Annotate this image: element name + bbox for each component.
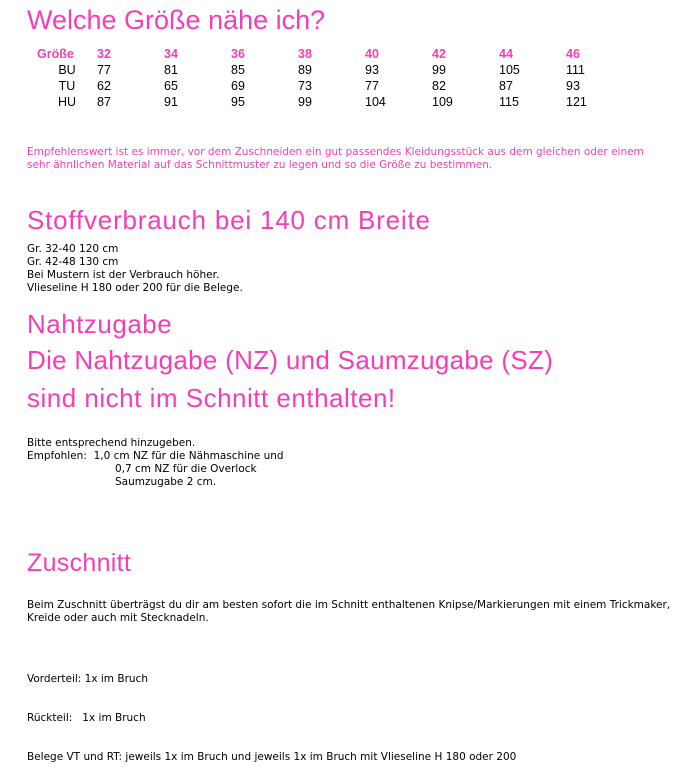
table-cell: 87 [499,79,513,93]
table-cell: 81 [164,63,178,77]
table-cell: 109 [432,95,453,109]
fabric-line: Vlieseline H 180 oder 200 für die Belege. [27,282,243,294]
size-col-header: 36 [231,47,245,61]
size-col-header: 34 [164,47,178,61]
seam-details [27,437,284,489]
seam-recommended-label: Empfohlen: [27,450,87,462]
table-cell: 82 [432,79,446,93]
seam-rec-line: 0,7 cm NZ für die Overlock [115,463,257,475]
cut-part-line: Rückteil: 1x im Bruch [27,712,146,724]
table-cell: 115 [499,95,519,109]
table-cell: 87 [97,95,111,109]
seam-subheading-line1: Die Nahtzugabe (NZ) und Saumzugabe (SZ) [27,345,554,375]
table-cell: 93 [365,63,379,77]
table-cell: 99 [298,95,312,109]
fabric-details [27,243,243,295]
seam-subheading-line2: sind nicht im Schnitt enthalten! [27,383,396,413]
table-cell: 65 [164,79,178,93]
table-cell: 104 [365,95,386,109]
table-cell: 73 [298,79,312,93]
cut-intro: Beim Zuschnitt überträgst du dir am besten sofort die im Schnitt enthaltenen Knipse/Markierungen mit einem Trickmaker, Kreide oder auch mit Stecknadeln. [27,599,671,624]
seam-heading: Nahtzugabe [27,309,173,339]
size-col-header: 46 [566,47,580,61]
table-cell: 99 [432,63,446,77]
table-row [37,62,633,78]
table-cell: 93 [566,79,580,93]
table-cell: 85 [231,63,245,77]
seam-recommendation [27,450,284,463]
size-header-label: Größe [37,47,74,61]
seam-rec-line: 1,0 cm NZ für die Nähmaschine und [93,450,284,462]
table-row [37,78,633,94]
table-cell: 89 [298,63,312,77]
fabric-heading: Stoffverbrauch bei 140 cm Breite [27,205,431,235]
table-cell: 91 [164,95,178,109]
row-label: BU [58,63,76,77]
size-header-row [37,46,633,62]
fabric-line: Bei Mustern ist der Verbrauch höher. [27,269,220,281]
cut-heading: Zuschnitt [27,549,132,577]
table-cell: 77 [365,79,379,93]
fabric-line: Gr. 32-40 120 cm [27,243,119,255]
table-cell: 121 [566,95,587,109]
size-col-header: 38 [298,47,312,61]
table-cell: 111 [566,63,586,77]
size-recommendation: Empfehlenswert ist es immer, vor dem Zuschneiden ein gut passendes Kleidungsstück aus dem gleichen oder einem sehr ähnlichen Material auf das Schnittmuster zu legen und so die Größe zu bestimmen. [27,146,644,171]
size-col-header: 44 [499,47,513,61]
row-label: TU [58,79,76,93]
table-cell: 95 [231,95,245,109]
size-col-header: 32 [97,47,111,61]
row-label: HU [57,95,77,109]
table-cell: 105 [499,63,520,77]
table-cell: 77 [97,63,111,77]
cut-part-line: Belege VT und RT: jeweils 1x im Bruch und jeweils 1x im Bruch mit Vlieseline H 180 oder 200 [27,751,517,763]
table-row [37,94,633,110]
cut-part-line: Vorderteil: 1x im Bruch [27,673,148,685]
size-table [37,46,633,110]
size-heading: Welche Größe nähe ich? [27,5,326,35]
table-cell: 69 [231,79,245,93]
fabric-line: Gr. 42-48 130 cm [27,256,119,268]
table-cell: 62 [97,79,111,93]
size-col-header: 40 [365,47,379,61]
seam-intro: Bitte entsprechend hinzugeben. [27,437,196,449]
seam-rec-line: Saumzugabe 2 cm. [115,476,217,488]
size-col-header: 42 [432,47,446,61]
cut-parts-list [27,647,516,777]
